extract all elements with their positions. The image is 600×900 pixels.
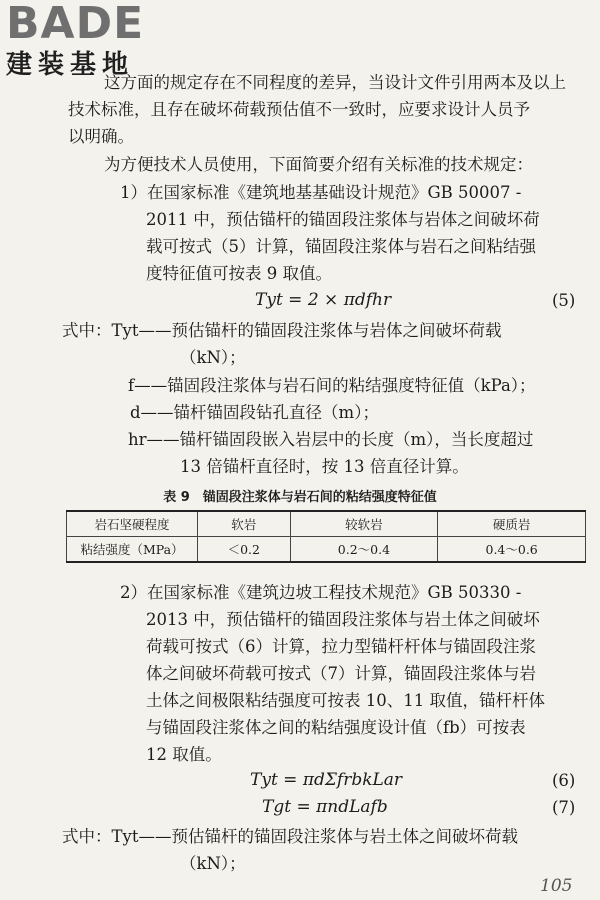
item1-line-1: 1）在国家标准《建筑地基基础设计规范》GB 50007 -	[120, 183, 522, 202]
table9-header-cell: 软岩	[198, 511, 291, 537]
equation-7: Tgt = πndLafb	[262, 797, 388, 817]
item1-line-2: 2011 中，预估锚杆的锚固段注浆体与岩体之间破坏荷	[146, 210, 540, 229]
legend2-line-2: （kN）；	[180, 854, 246, 873]
item1-line-3: 载可按式（5）计算，锚固段注浆体与岩石之间粘结强	[146, 237, 536, 256]
paragraph-top-line-2: 技术标准，且存在破坏荷载预估值不一致时，应要求设计人员予	[68, 100, 530, 119]
equation-5: Tyt = 2 × πdfhr	[255, 290, 392, 310]
item2-line-3: 荷载可按式（6）计算，拉力型锚杆杆体与锚固段注浆	[146, 637, 536, 656]
legend1-line-3: f——锚固段注浆体与岩石间的粘结强度特征值（kPa）；	[128, 376, 536, 395]
logo-sub-text: 建装基地	[6, 50, 135, 80]
paragraph-top-line-1: 这方面的规定存在不同程度的差异，当设计文件引用两本及以上	[104, 73, 566, 92]
item1-line-4: 度特征值可按表 9 取值。	[146, 264, 332, 283]
table9-header-cell: 硬质岩	[438, 511, 586, 537]
table9-cell: 0.2～0.4	[290, 537, 438, 563]
equation-6: Tyt = πdΣfrbkLar	[250, 770, 403, 790]
paragraph-top-line-3: 以明确。	[68, 127, 134, 146]
table9-data-row	[67, 537, 586, 563]
legend1-line-5: hr——锚杆锚固段嵌入岩层中的长度（m），当长度超过	[128, 430, 534, 449]
item2-line-5: 土体之间极限粘结强度可按表 10、11 取值，锚杆杆体	[146, 691, 545, 710]
legend1-line-2: （kN）；	[180, 348, 246, 367]
table9-header-cell: 岩石坚硬程度	[67, 511, 198, 537]
item2-line-4: 体之间破坏荷载可按式（7）计算，锚固段注浆体与岩	[146, 664, 536, 683]
legend1-line-6: 13 倍锚杆直径时，按 13 倍直径计算。	[180, 457, 469, 476]
equation-5-number: (5)	[552, 291, 576, 310]
logo-main-text: BADE	[6, 0, 145, 49]
table9-header-row	[67, 511, 586, 537]
legend1-line-4: d——锚杆锚固段钻孔直径（m）；	[130, 403, 379, 422]
table9	[66, 510, 586, 563]
table9-cell: ＜0.2	[198, 537, 291, 563]
page-number: 105	[540, 876, 573, 896]
item2-line-7: 12 取值。	[146, 745, 222, 764]
table9-caption: 表 9 锚固段注浆体与岩石间的粘结强度特征值	[163, 490, 437, 505]
legend1-line-1: 式中：Tyt——预估锚杆的锚固段注浆体与岩体之间破坏荷载	[62, 321, 502, 340]
item2-line-1: 2）在国家标准《建筑边坡工程技术规范》GB 50330 -	[120, 583, 522, 602]
legend2-line-1: 式中：Tyt——预估锚杆的锚固段注浆体与岩土体之间破坏荷载	[62, 827, 518, 846]
intro-text: 为方便技术人员使用，下面简要介绍有关标准的技术规定：	[104, 155, 533, 174]
equation-7-number: (7)	[552, 798, 576, 817]
table9-cell: 0.4～0.6	[438, 537, 586, 563]
table9-cell: 粘结强度（MPa）	[67, 537, 198, 563]
item2-line-6: 与锚固段注浆体之间的粘结强度设计值（fb）可按表	[146, 718, 526, 737]
table9-header-cell: 较软岩	[290, 511, 438, 537]
equation-6-number: (6)	[552, 771, 576, 790]
item2-line-2: 2013 中，预估锚杆的锚固段注浆体与岩土体之间破坏	[146, 610, 540, 629]
